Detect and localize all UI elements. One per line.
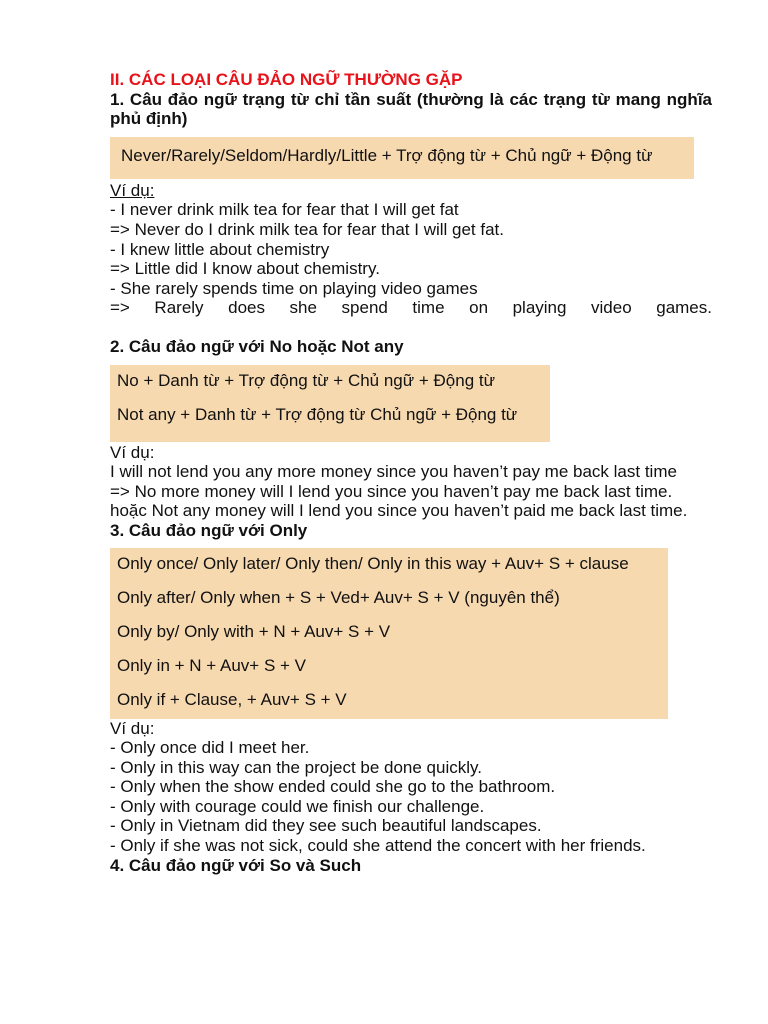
heading-1: 1. Câu đảo ngữ trạng từ chỉ tần suất (thường là các trạng từ mang nghĩa phủ định)	[110, 89, 712, 129]
heading-4: 4. Câu đảo ngữ với So và Such	[110, 855, 362, 875]
section-title: II. CÁC LOẠI CÂU ĐẢO NGỮ THƯỜNG GẶP	[110, 70, 463, 89]
formula-line: Not any + Danh từ + Trợ động từ Chủ ngữ + Động từ	[117, 404, 518, 424]
formula-line: Only by/ Only with + N + Auv+ S + V	[117, 621, 391, 641]
example-label-1: Ví dụ:	[110, 180, 155, 200]
formula-line: Only once/ Only later/ Only then/ Only in this way + Auv+ S + clause	[117, 553, 629, 573]
example-line: hoặc Not any money will I lend you since you haven’t paid me back last time.	[110, 501, 688, 521]
example-label-3: Ví dụ:	[110, 718, 155, 738]
example-line: - I never drink milk tea for fear that I will get fat	[110, 200, 459, 220]
formula-line: Never/Rarely/Seldom/Hardly/Little + Trợ động từ + Chủ ngữ + Động từ	[121, 145, 653, 165]
example-line: I will not lend you any more money since you haven’t pay me back last time	[110, 462, 677, 482]
example-line: - She rarely spends time on playing video games	[110, 278, 478, 298]
example-line: - I knew little about chemistry	[110, 239, 330, 259]
example-line: => Never do I drink milk tea for fear that I will get fat.	[110, 219, 505, 239]
formula-line: Only if + Clause, + Auv+ S + V	[117, 689, 347, 709]
example-line: => Rarely does she spend time on playing video games.	[110, 298, 712, 318]
formula-line: Only in + N + Auv+ S + V	[117, 655, 306, 675]
example-line: => No more money will I lend you since you haven’t pay me back last time.	[110, 481, 673, 501]
example-line: - Only with courage could we finish our challenge.	[110, 796, 485, 816]
heading-3: 3. Câu đảo ngữ với Only	[110, 520, 308, 540]
formula-box-1	[110, 137, 694, 179]
example-line: - Only when the show ended could she go to the bathroom.	[110, 777, 556, 797]
formula-box-3	[110, 548, 668, 719]
heading-2: 2. Câu đảo ngữ với No hoặc Not any	[110, 336, 404, 356]
example-label-2: Ví dụ:	[110, 442, 155, 462]
formula-line: Only after/ Only when + S + Ved+ Auv+ S + V (nguyên thể)	[117, 587, 560, 607]
example-line: - Only in Vietnam did they see such beautiful landscapes.	[110, 816, 542, 836]
example-line: - Only in this way can the project be done quickly.	[110, 757, 482, 777]
formula-line: No + Danh từ + Trợ động từ + Chủ ngữ + Động từ	[117, 370, 495, 390]
example-line: - Only once did I meet her.	[110, 738, 310, 758]
example-line: - Only if she was not sick, could she attend the concert with her friends.	[110, 836, 646, 856]
document-content	[110, 70, 712, 875]
example-line: => Little did I know about chemistry.	[110, 259, 380, 279]
formula-box-2	[110, 365, 550, 442]
